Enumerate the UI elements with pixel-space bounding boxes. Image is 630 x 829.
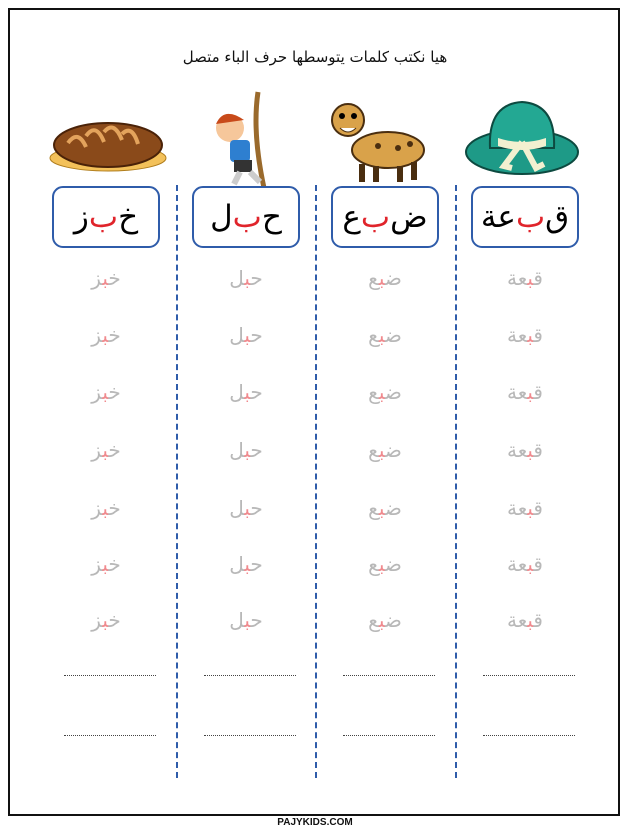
word-part-mid: ب [244,323,251,347]
word-part-post: ز [91,608,103,632]
word-part-pre: ق [533,323,543,347]
word-part-mid: ب [527,552,534,576]
boy-climbing-rope-image [190,88,310,188]
word-part-mid: ب [527,438,534,462]
word-part-pre: ض [384,266,402,290]
tracing-word [331,552,439,576]
hat-image [462,88,582,188]
tracing-word [471,438,579,462]
word-part-post: ز [91,323,103,347]
column-divider [176,185,178,778]
word-part-mid: ب [244,438,251,462]
word-part-pre: ح [250,552,263,576]
word-part-pre: ح [250,438,263,462]
word-part-pre: خ [108,266,121,290]
word-part-post: عة [507,380,528,404]
tracing-word [52,438,160,462]
word-part-mid: ب [378,266,385,290]
tracing-word [192,552,300,576]
word-card [192,186,300,248]
tracing-word [192,438,300,462]
tracing-word [52,266,160,290]
tracing-word [471,266,579,290]
writing-line[interactable] [483,675,575,676]
word-part-pre: ق [533,266,543,290]
word-part-post: ل [229,552,245,576]
hyena-image [318,88,438,188]
tracing-word [331,266,439,290]
word-part-mid: ب [102,380,109,404]
word-part-post: ز [91,380,103,404]
word-part-post: ل [229,266,245,290]
word-part-post: ل [229,608,245,632]
tracing-word [52,608,160,632]
word-part-post: ع [342,199,361,235]
word-part-mid: ب [360,199,391,235]
tracing-word [192,323,300,347]
word-part-post: ع [368,438,379,462]
column-divider [455,185,457,778]
word-part-pre: خ [108,496,121,520]
word-part-pre: خ [108,552,121,576]
tracing-word [331,438,439,462]
word-part-mid: ب [378,552,385,576]
word-part-mid: ب [527,608,534,632]
bread-image [48,88,168,188]
word-part-mid: ب [244,380,251,404]
word-part-pre: ح [250,323,263,347]
word-part-pre: ق [533,552,543,576]
word-part-post: عة [507,608,528,632]
word-part-pre: خ [108,323,121,347]
writing-line[interactable] [343,735,435,736]
word-part-post: ع [368,266,379,290]
tracing-word [331,608,439,632]
writing-line[interactable] [204,675,296,676]
word-part-post: عة [507,496,528,520]
word-part-mid: ب [88,199,119,235]
tracing-word [192,380,300,404]
word-part-post: ع [368,496,379,520]
tracing-word [471,496,579,520]
writing-line[interactable] [64,675,156,676]
word-part-pre: ح [250,496,263,520]
word-part-pre: ض [384,438,402,462]
word-part-mid: ب [244,552,251,576]
word-part-mid: ب [378,380,385,404]
word-part-mid: ب [244,496,251,520]
word-part-mid: ب [378,438,385,462]
word-part-pre: ض [384,323,402,347]
word-part-pre: ق [545,199,570,235]
writing-line[interactable] [343,675,435,676]
word-card [52,186,160,248]
tracing-word [331,323,439,347]
word-part-mid: ب [527,266,534,290]
writing-line[interactable] [204,735,296,736]
word-part-mid: ب [102,496,109,520]
word-part-mid: ب [232,199,262,235]
word-part-mid: ب [527,496,534,520]
word-part-pre: خ [108,380,121,404]
tracing-word [192,496,300,520]
word-part-pre: ق [533,608,543,632]
tracing-word [52,552,160,576]
tracing-word [471,323,579,347]
word-part-post: ز [73,199,89,235]
word-part-post: ل [229,323,245,347]
word-part-pre: ح [250,266,263,290]
writing-line[interactable] [483,735,575,736]
word-part-post: عة [480,199,516,235]
word-part-pre: خ [108,608,121,632]
word-part-mid: ب [378,608,385,632]
tracing-word [471,380,579,404]
worksheet-title: هيا نكتب كلمات يتوسطها حرف الباء متصل [182,48,448,66]
tracing-word [471,608,579,632]
word-part-pre: ض [390,199,428,235]
word-part-mid: ب [102,323,109,347]
column-divider [315,185,317,778]
word-part-pre: ق [533,496,543,520]
word-part-pre: ض [384,380,402,404]
footer-site: PAJYKIDS.COM [273,817,356,828]
word-part-mid: ب [102,266,109,290]
word-part-post: عة [507,323,528,347]
tracing-word [471,552,579,576]
word-part-post: ل [210,199,233,235]
word-part-pre: ق [533,438,543,462]
tracing-word [331,380,439,404]
word-part-post: ز [91,266,103,290]
word-part-mid: ب [515,199,546,235]
word-part-pre: ح [250,608,263,632]
tracing-word [52,496,160,520]
word-part-pre: خ [118,199,139,235]
word-part-post: ل [229,380,245,404]
word-part-post: ع [368,323,379,347]
word-part-pre: ض [384,496,402,520]
tracing-word [192,266,300,290]
word-part-post: ع [368,380,379,404]
tracing-word [52,323,160,347]
word-part-mid: ب [102,552,109,576]
word-part-pre: ح [250,380,263,404]
tracing-word [331,496,439,520]
word-part-mid: ب [102,608,109,632]
word-part-post: ز [91,496,103,520]
word-part-pre: خ [108,438,121,462]
word-part-mid: ب [102,438,109,462]
writing-line[interactable] [64,735,156,736]
word-part-pre: ض [384,608,402,632]
word-part-post: ل [229,438,245,462]
word-part-pre: ق [533,380,543,404]
word-part-mid: ب [244,266,251,290]
word-part-mid: ب [527,323,534,347]
tracing-word [52,380,160,404]
word-part-mid: ب [378,496,385,520]
word-card [471,186,579,248]
word-part-post: عة [507,266,528,290]
word-part-post: عة [507,438,528,462]
tracing-word [192,608,300,632]
word-part-post: ل [229,496,245,520]
word-part-mid: ب [244,608,251,632]
word-part-post: عة [507,552,528,576]
word-part-post: ز [91,552,103,576]
word-part-post: ع [368,552,379,576]
word-part-mid: ب [527,380,534,404]
word-part-mid: ب [378,323,385,347]
word-part-pre: ض [384,552,402,576]
word-card [331,186,439,248]
word-part-post: ع [368,608,379,632]
word-part-pre: ح [261,199,282,235]
footer [0,810,630,829]
word-part-post: ز [91,438,103,462]
